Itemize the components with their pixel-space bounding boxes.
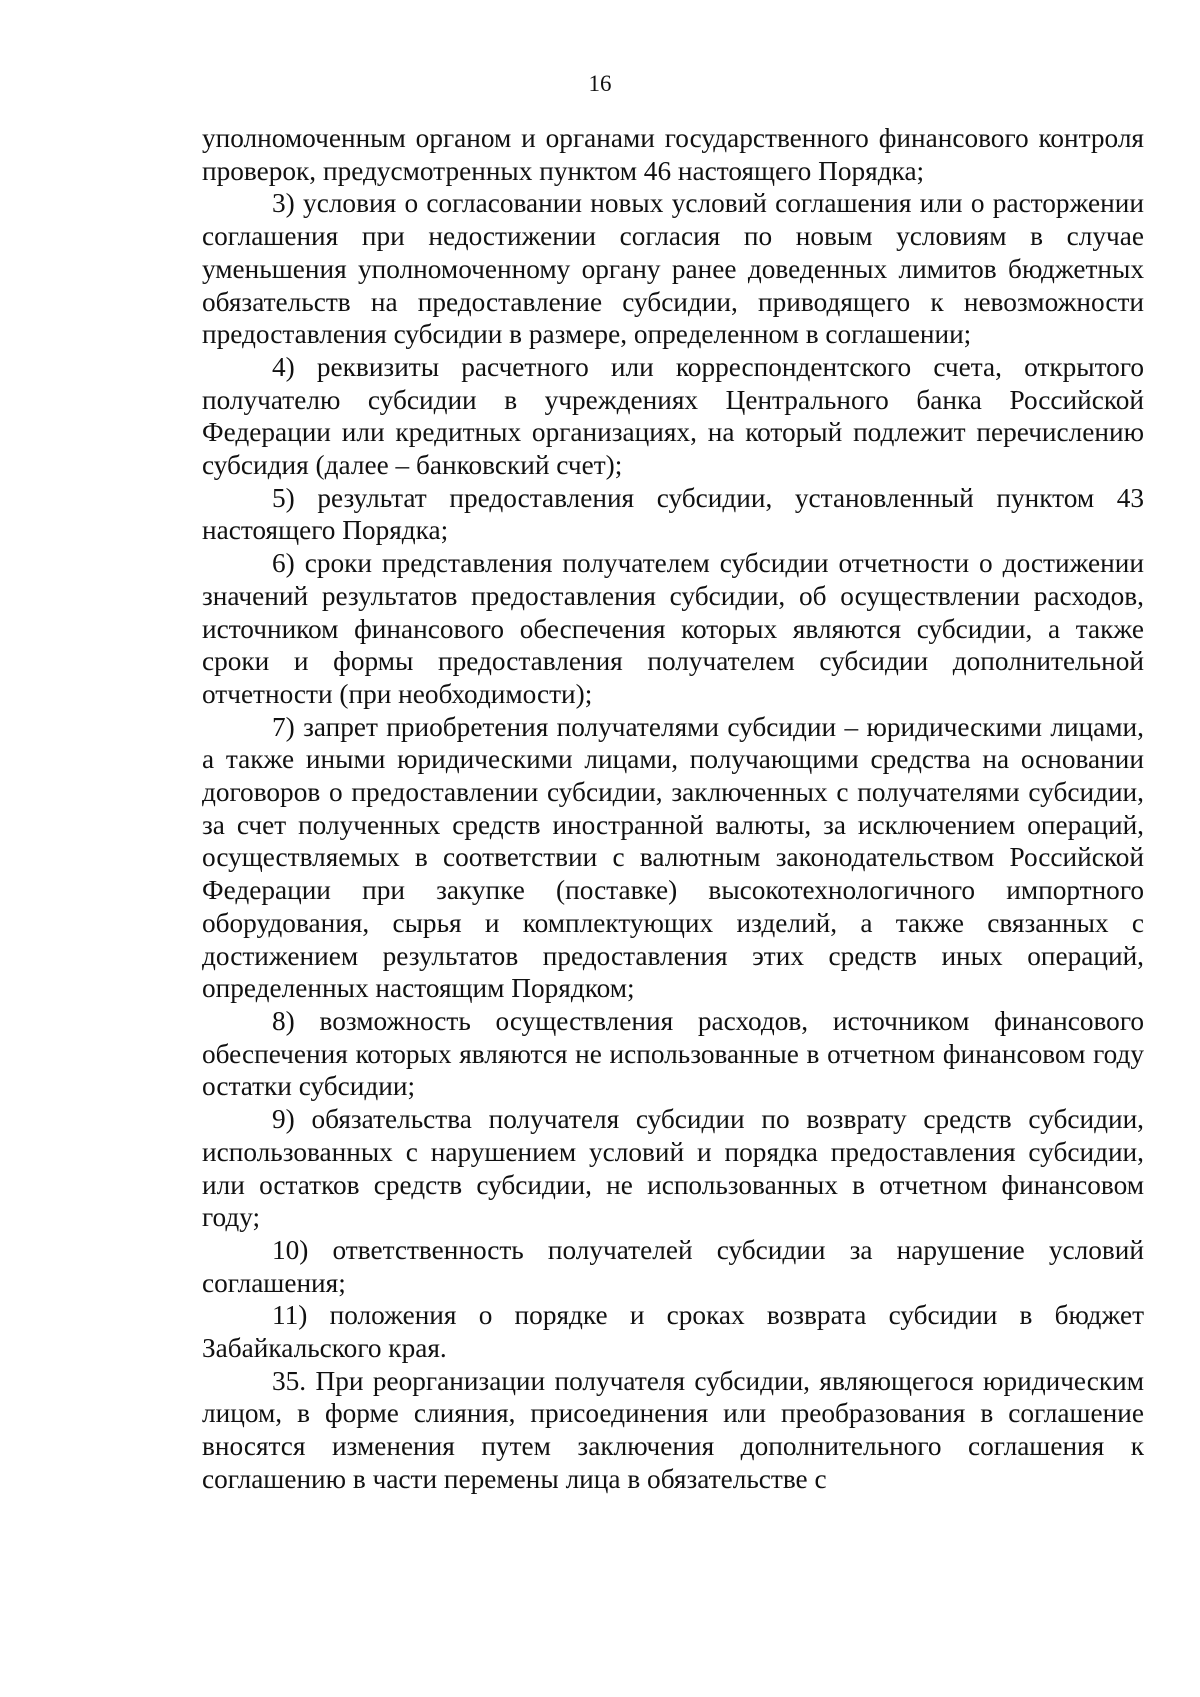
paragraph-item-6: 6) сроки представления получателем субсидии отчетности о достижении значений результатов предоставления субсидии, об осуществлении расходов, источником финансового обеспечения которых являются субсидии, а также сроки и формы предоставления получателем субсидии дополнительной отчетности (при необходимости);: [202, 548, 1144, 709]
paragraph-item-11: 11) положения о порядке и сроках возврата субсидии в бюджет Забайкальского края.: [202, 1300, 1144, 1364]
paragraph-item-9: 9) обязательства получателя субсидии по возврату средств субсидии, использованных с нарушением условий и порядка предоставления субсидии, или остатков средств субсидии, не использованных в отчетном финансовом году;: [202, 1104, 1144, 1233]
paragraph-continuation: уполномоченным органом и органами государственного финансового контроля проверок, предусмотренных пунктом 46 настоящего Порядка;: [202, 123, 1144, 186]
paragraph-item-4: 4) реквизиты расчетного или корреспондентского счета, открытого получателю субсидии в учреждениях Центрального банка Российской Федерации или кредитных организациях, на который подлежит перечислению субсидия (далее – банковский счет);: [202, 351, 1144, 481]
page-number: 16: [588, 71, 612, 96]
paragraph-item-7: 7) запрет приобретения получателями субсидии – юридическими лицами, а также иными юридическими лицами, получающими средства на основании договоров о предоставлении субсидии, заключенных с получателями субсидии, за счет полученных средств иностранной валюты, за исключением операций, осуществляемых в соответствии с валютным законодательством Российской Федерации при закупке (поставке) высокотехнологичного импортного оборудования, сырья и комплектующих изделий, а также связанных с достижением результатов предоставления этих средств иных операций, определенных настоящим Порядком;: [202, 711, 1144, 1004]
paragraph-item-5: 5) результат предоставления субсидии, установленный пунктом 43 настоящего Порядка;: [202, 482, 1144, 546]
document-body: [202, 122, 1144, 1496]
paragraph-section-35: 35. При реорганизации получателя субсидии, являющегося юридическим лицом, в форме слияния, присоединения или преобразования в соглашение вносятся изменения путем заключения дополнительного соглашения к соглашению в части перемены лица в обязательстве с: [202, 1365, 1144, 1494]
paragraph-item-8: 8) возможность осуществления расходов, источником финансового обеспечения которых являются не использованные в отчетном финансовом году остатки субсидии;: [202, 1005, 1144, 1102]
paragraph-item-3: 3) условия о согласовании новых условий соглашения или о расторжении соглашения при недостижении согласия по новым условиям в случае уменьшения уполномоченному органу ранее доведенных лимитов бюджетных обязательств на предоставление субсидии, приводящего к невозможности предоставления субсидии в размере, определенном в соглашении;: [202, 188, 1144, 350]
paragraph-item-10: 10) ответственность получателей субсидии за нарушение условий соглашения;: [202, 1234, 1144, 1298]
